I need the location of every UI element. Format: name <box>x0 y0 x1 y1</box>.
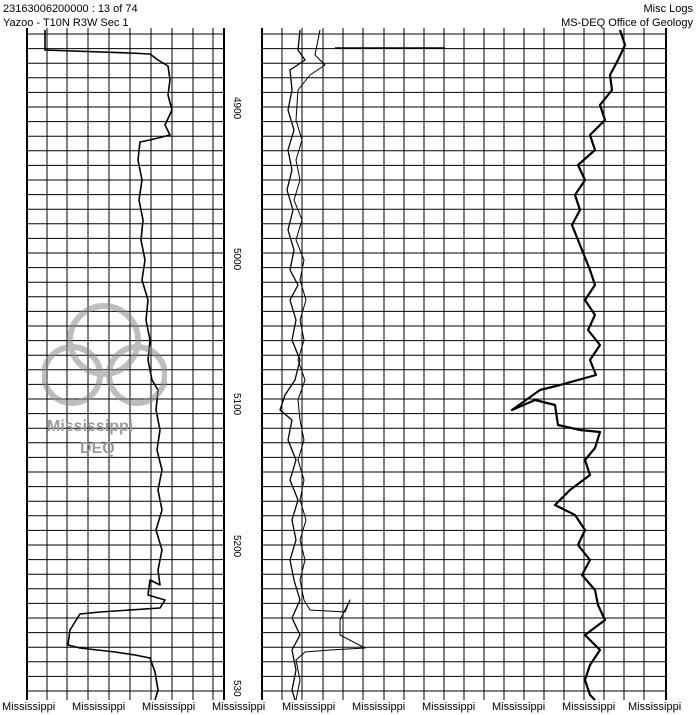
sonic-curve <box>512 30 625 700</box>
watermark-line1: Mississippi <box>47 418 134 435</box>
log-id: 23163006200000 : 13 of 74 <box>3 3 138 15</box>
depth-label: 5100 <box>231 393 242 416</box>
depth-label: 5000 <box>231 248 242 271</box>
footer-label: Mississippi <box>422 701 476 713</box>
log-type: Misc Logs <box>643 3 693 15</box>
footer-label: Mississippi <box>562 701 616 713</box>
footer-label: Mississippi <box>352 701 406 713</box>
footer-label: Mississippi <box>628 701 682 713</box>
footer-label: Mississippi <box>2 701 56 713</box>
depth-label: 5200 <box>231 535 242 558</box>
resistivity-curve-1 <box>280 30 305 700</box>
log-source: MS-DEQ Office of Geology <box>561 17 693 29</box>
footer-label: Mississippi <box>282 701 336 713</box>
depth-label: 530 <box>231 680 242 697</box>
depth-label: 4900 <box>231 97 242 120</box>
footer-label: Mississippi <box>212 701 266 713</box>
watermark-line2: DEQ <box>80 440 115 457</box>
footer-label: Mississippi <box>72 701 126 713</box>
right-track-grid <box>262 28 666 700</box>
log-location: Yazoo - T10N R3W Sec 1 <box>3 17 129 29</box>
footer-label: Mississippi <box>142 701 196 713</box>
footer-label: Mississippi <box>492 701 546 713</box>
resistivity-curve-2 <box>294 30 365 700</box>
